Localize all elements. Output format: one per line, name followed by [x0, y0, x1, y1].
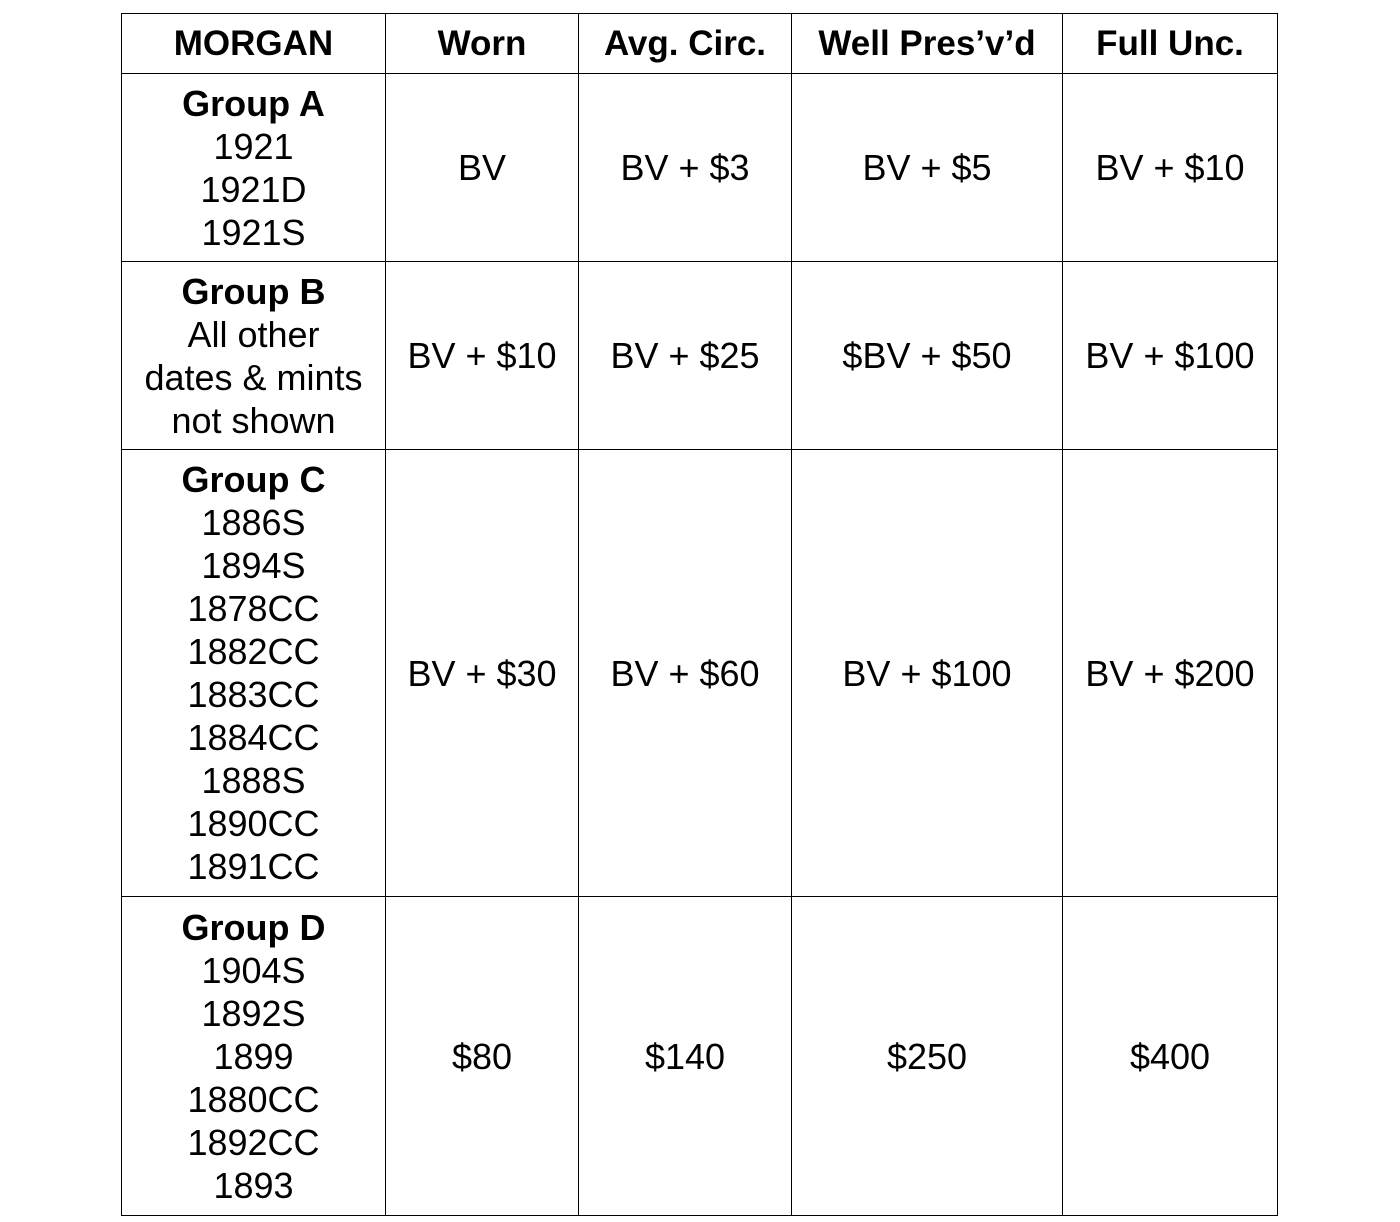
group-d-full-unc: $400 [1063, 897, 1278, 1216]
group-b-avg-circ: BV + $25 [579, 262, 792, 450]
group-a-full-unc: BV + $10 [1063, 74, 1278, 262]
group-b-line: dates & mints [144, 356, 363, 398]
group-a-name: Group A [182, 82, 325, 124]
group-b-worn: BV + $10 [386, 262, 579, 450]
group-a-avg-circ: BV + $3 [579, 74, 792, 262]
group-a-line: 1921D [200, 168, 307, 210]
header-avg-circ: Avg. Circ. [579, 14, 792, 74]
group-b-full-unc: BV + $100 [1063, 262, 1278, 450]
table-row-group-c [122, 450, 1278, 897]
group-d-well-preserved: $250 [792, 897, 1063, 1216]
group-a-worn: BV [386, 74, 579, 262]
header-well-preserved: Well Pres’v’d [792, 14, 1063, 74]
group-a-line: 1921S [201, 211, 306, 253]
group-c-line: 1890CC [187, 803, 320, 844]
header-worn: Worn [386, 14, 579, 74]
group-c-avg-circ: BV + $60 [579, 450, 792, 897]
group-c-line: 1891CC [187, 846, 320, 887]
group-c-line: 1894S [201, 545, 306, 586]
table-row-group-b [122, 262, 1278, 450]
group-a-cell [122, 74, 386, 262]
group-c-line: 1888S [201, 760, 306, 801]
group-c-line: 1886S [201, 502, 306, 543]
group-d-avg-circ: $140 [579, 897, 792, 1216]
morgan-price-table [121, 13, 1278, 1216]
group-a-line: 1921 [213, 125, 294, 167]
table-row-group-d [122, 897, 1278, 1216]
group-a-well-preserved: BV + $5 [792, 74, 1063, 262]
group-b-cell [122, 262, 386, 450]
group-d-worn: $80 [386, 897, 579, 1216]
group-c-worn: BV + $30 [386, 450, 579, 897]
group-d-line: 1880CC [187, 1078, 320, 1120]
group-d-line: 1893 [213, 1164, 294, 1206]
header-full-unc: Full Unc. [1063, 14, 1278, 74]
group-c-line: 1884CC [187, 717, 320, 758]
group-c-line: 1882CC [187, 631, 320, 672]
group-c-well-preserved: BV + $100 [792, 450, 1063, 897]
group-b-name: Group B [181, 270, 326, 312]
group-d-line: 1892CC [187, 1121, 320, 1163]
group-d-line: 1892S [201, 992, 306, 1034]
group-b-well-preserved: $BV + $50 [792, 262, 1063, 450]
group-b-line: not shown [171, 399, 336, 441]
group-d-line: 1904S [201, 949, 306, 991]
group-d-cell [122, 897, 386, 1216]
group-c-cell [122, 450, 386, 897]
group-c-line: 1878CC [187, 588, 320, 629]
group-c-line: 1883CC [187, 674, 320, 715]
group-c-name: Group C [181, 459, 326, 500]
group-d-line: 1899 [213, 1035, 294, 1077]
group-d-name: Group D [181, 906, 326, 948]
table-row-group-a [122, 74, 1278, 262]
header-morgan: MORGAN [122, 14, 386, 74]
header-row [122, 14, 1278, 74]
group-b-line: All other [187, 313, 320, 355]
group-c-full-unc: BV + $200 [1063, 450, 1278, 897]
